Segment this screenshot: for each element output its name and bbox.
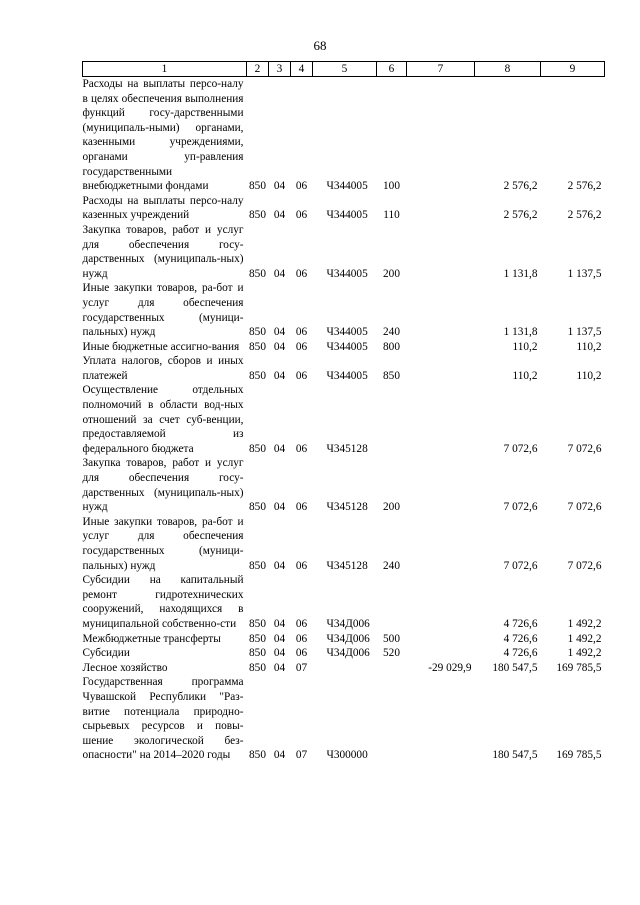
subsection-code: 06 [295, 617, 308, 630]
amendment-amount [407, 646, 475, 661]
subsection-code: 06 [295, 501, 308, 514]
row-description: Субсидии [82, 647, 130, 660]
table-row [83, 194, 605, 223]
amount-year-1: 2 576,2 [503, 209, 538, 222]
amount-year-2: 110,2 [576, 340, 602, 353]
subsection-code: 06 [295, 369, 308, 382]
expense-type-code [377, 573, 407, 631]
row-description: Расходы на выплаты персо-налу в целях обеспечения выполнения функций госу-дарственными (муниципаль-ными) органами, казенными учреждениями, органами уп-равления государственными внебюджетными фондами [82, 78, 244, 193]
target-article-code: Ч300000 [326, 749, 368, 762]
amendment-amount [407, 281, 475, 339]
subsection-code: 06 [295, 340, 308, 353]
subsection-code: 06 [295, 559, 308, 572]
ministry-code: 850 [249, 340, 266, 353]
amount-year-1: 180 547,5 [492, 749, 538, 762]
expense-type-code: 520 [383, 647, 400, 660]
amount-year-2: 1 492,2 [567, 647, 602, 660]
row-description: Иные закупки товаров, ра-бот и услуг для обеспечения государственных (муници-пальных) нужд [82, 282, 244, 339]
subsection-code: 06 [295, 267, 308, 280]
amendment-amount: -29 029,9 [428, 661, 472, 674]
ministry-code: 850 [249, 209, 266, 222]
ministry-code: 850 [249, 617, 266, 630]
amendment-amount [407, 354, 475, 383]
column-header: 1 [83, 62, 247, 77]
page-number: 68 [313, 38, 327, 53]
amendment-amount [407, 573, 475, 631]
subsection-code: 07 [295, 661, 308, 674]
amount-year-1: 4 726,6 [503, 617, 538, 630]
section-code: 04 [273, 647, 286, 660]
amendment-amount [407, 194, 475, 223]
ministry-code: 850 [249, 180, 266, 193]
table-body [83, 77, 605, 763]
amount-year-1: 180 547,5 [492, 661, 538, 674]
expense-type-code: 200 [383, 267, 400, 280]
expense-type-code: 200 [383, 501, 400, 514]
column-header: 6 [377, 62, 407, 77]
amount-year-2: 169 785,5 [556, 661, 602, 674]
amendment-amount [407, 340, 475, 355]
expense-type-code: 240 [383, 326, 400, 339]
amendment-amount [407, 675, 475, 763]
row-description: Государственная программа Чувашской Республики "Раз-витие потенциала природно-сырьевых ресурсов и повы-шение экологической без-опасности" на 2014–2020 годы [82, 676, 244, 762]
section-code: 04 [273, 559, 286, 572]
row-description: Межбюджетные трансферты [82, 632, 221, 645]
amount-year-1: 7 072,6 [503, 501, 538, 514]
section-code: 04 [273, 267, 286, 280]
target-article-code: Ч345128 [326, 501, 368, 514]
amount-year-2: 1 492,2 [567, 632, 602, 645]
amount-year-2: 2 576,2 [567, 180, 602, 193]
amendment-amount [407, 77, 475, 194]
expense-type-code: 800 [383, 340, 400, 353]
section-code: 04 [273, 501, 286, 514]
amount-year-2: 2 576,2 [567, 209, 602, 222]
table-header [83, 62, 605, 77]
subsection-code: 06 [295, 632, 308, 645]
row-description: Закупка товаров, работ и услуг для обеспечения госу-дарственных (муниципаль-ных) нужд [82, 223, 244, 280]
amendment-amount [407, 383, 475, 456]
expense-type-code: 110 [383, 209, 400, 222]
row-description: Уплата налогов, сборов и иных платежей [82, 355, 244, 382]
expense-type-code: 240 [383, 559, 400, 572]
ministry-code: 850 [249, 326, 266, 339]
amount-year-2: 1 492,2 [567, 617, 602, 630]
column-header: 9 [541, 62, 605, 77]
subsection-code: 06 [295, 209, 308, 222]
target-article-code: Ч344005 [326, 267, 368, 280]
section-code: 04 [273, 340, 286, 353]
target-article-code: Ч344005 [326, 180, 368, 193]
ministry-code: 850 [249, 647, 266, 660]
ministry-code: 850 [249, 369, 266, 382]
amount-year-2: 110,2 [576, 369, 602, 382]
expense-type-code [377, 383, 407, 456]
ministry-code: 850 [249, 501, 266, 514]
section-code: 04 [273, 180, 286, 193]
amendment-amount [407, 223, 475, 281]
section-code: 04 [273, 749, 286, 762]
expense-type-code: 500 [383, 632, 400, 645]
column-header: 2 [247, 62, 269, 77]
amount-year-1: 110,2 [512, 340, 538, 353]
table-row [83, 281, 605, 339]
target-article-code: Ч34Д006 [326, 617, 370, 630]
table-row [83, 675, 605, 763]
amount-year-1: 4 726,6 [503, 647, 538, 660]
section-code: 04 [273, 661, 286, 674]
budget-table [82, 61, 605, 763]
target-article-code: Ч345128 [326, 442, 368, 455]
ministry-code: 850 [249, 442, 266, 455]
amount-year-2: 169 785,5 [556, 749, 602, 762]
amount-year-2: 7 072,6 [567, 501, 602, 514]
section-code: 04 [273, 617, 286, 630]
expense-type-code [377, 661, 407, 676]
table-row [83, 646, 605, 661]
section-code: 04 [273, 369, 286, 382]
table-row [83, 77, 605, 194]
expense-type-code: 850 [383, 369, 400, 382]
section-code: 04 [273, 442, 286, 455]
amount-year-2: 1 137,5 [567, 326, 602, 339]
target-article-code: Ч344005 [326, 340, 368, 353]
table-row [83, 340, 605, 355]
amount-year-1: 1 131,8 [503, 326, 538, 339]
target-article-code: Ч344005 [326, 369, 368, 382]
column-header: 4 [291, 62, 313, 77]
amount-year-2: 7 072,6 [567, 442, 602, 455]
ministry-code: 850 [249, 749, 266, 762]
amount-year-1: 1 131,8 [503, 267, 538, 280]
amount-year-1: 7 072,6 [503, 559, 538, 572]
amount-year-1: 2 576,2 [503, 180, 538, 193]
row-description: Закупка товаров, работ и услуг для обеспечения госу-дарственных (муниципаль-ных) нужд [82, 457, 244, 514]
expense-type-code [377, 675, 407, 763]
table-row [83, 661, 605, 676]
amount-year-2: 1 137,5 [567, 267, 602, 280]
column-header: 3 [269, 62, 291, 77]
section-code: 04 [273, 326, 286, 339]
table-row [83, 456, 605, 514]
target-article-code: Ч34Д006 [326, 632, 370, 645]
column-header: 7 [407, 62, 475, 77]
target-article-code: Ч345128 [326, 559, 368, 572]
row-description: Иные закупки товаров, ра-бот и услуг для обеспечения государственных (муници-пальных) нужд [82, 515, 244, 572]
section-code: 04 [273, 209, 286, 222]
section-code: 04 [273, 632, 286, 645]
subsection-code: 06 [295, 647, 308, 660]
amount-year-1: 7 072,6 [503, 442, 538, 455]
table-row [83, 383, 605, 456]
target-article-code: Ч34Д006 [326, 647, 370, 660]
amount-year-2: 7 072,6 [567, 559, 602, 572]
column-header: 8 [475, 62, 541, 77]
row-description: Лесное хозяйство [82, 661, 168, 674]
table-row [83, 223, 605, 281]
amendment-amount [407, 515, 475, 573]
ministry-code: 850 [249, 267, 266, 280]
table-row [83, 632, 605, 647]
target-article-code: Ч344005 [326, 326, 368, 339]
subsection-code: 07 [295, 749, 308, 762]
subsection-code: 06 [295, 442, 308, 455]
subsection-code: 06 [295, 180, 308, 193]
table-row [83, 515, 605, 573]
ministry-code: 850 [249, 559, 266, 572]
row-description: Субсидии на капитальный ремонт гидротехнических сооружений, находящихся в муниципальной собственно-сти [82, 574, 244, 630]
amendment-amount [407, 632, 475, 647]
row-description: Осуществление отдельных полномочий в области вод-ных отношений за счет суб-венции, предоставляемой из федерального бюджета [82, 384, 244, 455]
table-row [83, 573, 605, 631]
amendment-amount [407, 456, 475, 514]
column-header: 5 [313, 62, 377, 77]
amount-year-1: 4 726,6 [503, 632, 538, 645]
ministry-code: 850 [249, 632, 266, 645]
row-description: Иные бюджетные ассигно-вания [82, 340, 240, 353]
subsection-code: 06 [295, 326, 308, 339]
target-article-code: Ч344005 [326, 209, 368, 222]
target-article-code [313, 661, 377, 676]
amount-year-1: 110,2 [512, 369, 538, 382]
row-description: Расходы на выплаты персо-налу казенных учреждений [82, 194, 244, 222]
ministry-code: 850 [249, 661, 266, 674]
expense-type-code: 100 [383, 180, 400, 193]
table-row [83, 354, 605, 383]
